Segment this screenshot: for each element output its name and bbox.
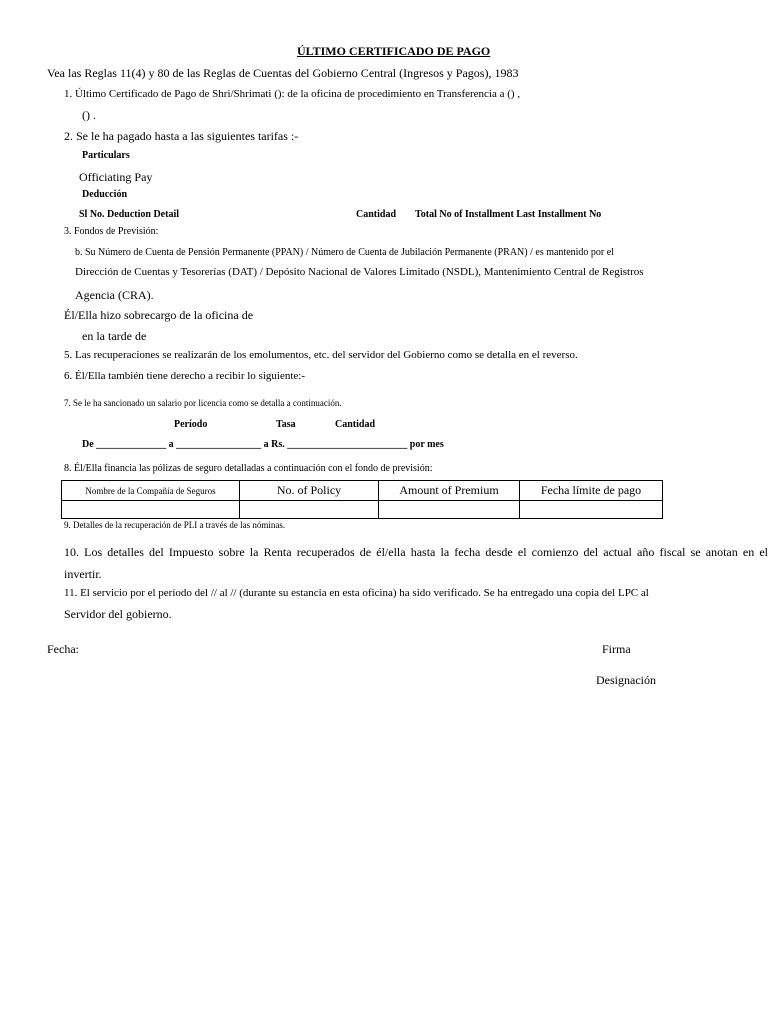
item-4-continuation: en la tarde de: [82, 329, 147, 343]
item-3b-line-1: b. Su Número de Cuenta de Pensión Permanente (PPAN) / Número de Cuenta de Jubilación Permanente (PRAN) / es mantenido por el: [75, 247, 614, 258]
policy-number-header: No. of Policy: [240, 481, 379, 501]
item-5-text: 5. Las recuperaciones se realizarán de los emolumentos, etc. del servidor del Gobierno como se detalla en el reverso.: [64, 349, 578, 361]
premium-amount-cell: [379, 501, 520, 519]
rules-reference: Vea las Reglas 11(4) y 80 de las Reglas de Cuentas del Gobierno Central (Ingresos y Pagos), 1983: [47, 66, 519, 80]
item-2-text: 2. Se le ha pagado hasta a las siguientes tarifas :-: [64, 129, 299, 143]
leave-salary-row: De ______________ a _________________ a Rs. ________________________ por mes: [82, 439, 444, 450]
item-11-line-1: 11. El servicio por el período del // al // (durante su estancia en esta oficina) ha sido verificado. Se ha entregado una copia del LPC al: [64, 587, 649, 599]
deduction-detail-header: Sl No. Deduction Detail: [79, 209, 179, 220]
item-8-text: 8. Él/Ella financia las pólizas de seguro detalladas a continuación con el fondo de previsión:: [64, 463, 433, 474]
item-10-line-2: invertir.: [64, 567, 102, 581]
officiating-pay-label: Officiating Pay: [79, 170, 153, 184]
insurance-table-row: [62, 501, 663, 519]
item-7-text: 7. Se le ha sancionado un salario por licencia como se detalla a continuación.: [64, 398, 342, 408]
particulars-label: Particulars: [82, 150, 130, 161]
item-11-line-2: Servidor del gobierno.: [64, 607, 172, 621]
due-date-header: Fecha límite de pago: [520, 481, 663, 501]
deduction-label: Deducción: [82, 189, 127, 200]
item-6-text: 6. Él/Ella también tiene derecho a recibir lo siguiente:-: [64, 370, 305, 382]
item-3b-line-2: Dirección de Cuentas y Tesorerías (DAT) / Depósito Nacional de Valores Limitado (NSDL), Mantenimiento Central de Registros: [75, 266, 644, 278]
date-label: Fecha:: [47, 642, 79, 656]
designation-label: Designación: [596, 673, 656, 687]
premium-amount-header: Amount of Premium: [379, 481, 520, 501]
item-4-text: Él/Ella hizo sobrecargo de la oficina de: [64, 308, 254, 322]
due-date-cell: [520, 501, 663, 519]
insurance-table-header-row: [62, 481, 663, 501]
insurance-company-cell: [62, 501, 240, 519]
item-1-continuation: () .: [82, 108, 96, 122]
deduction-amount-header: Cantidad: [356, 209, 397, 220]
leave-amount-header: Cantidad: [335, 419, 376, 430]
insurance-company-header: Nombre de la Compañía de Seguros: [62, 481, 240, 501]
period-header: Período: [174, 419, 208, 430]
item-3b-line-3: Agencia (CRA).: [75, 288, 154, 302]
item-9-text: 9. Detalles de la recuperación de PLI a través de las nóminas.: [64, 520, 286, 530]
rate-header: Tasa: [276, 419, 296, 430]
item-3-text: 3. Fondos de Previsión:: [64, 226, 159, 237]
insurance-table: [61, 480, 663, 519]
policy-number-cell: [240, 501, 379, 519]
signature-label: Firma: [602, 642, 631, 656]
installment-header: Total No of Installment Last Installment No: [415, 209, 602, 220]
item-1-text: 1. Último Certificado de Pago de Shri/Shrimati (): de la oficina de procedimiento en Transferencia a () ,: [64, 88, 521, 100]
item-10-line-1: 10. Los detalles del Impuesto sobre la Renta recuperados de él/ella hasta la fecha desde el comienzo del actual año fiscal se anotan en el: [64, 546, 768, 558]
page-title: ÚLTIMO CERTIFICADO DE PAGO: [297, 44, 491, 58]
